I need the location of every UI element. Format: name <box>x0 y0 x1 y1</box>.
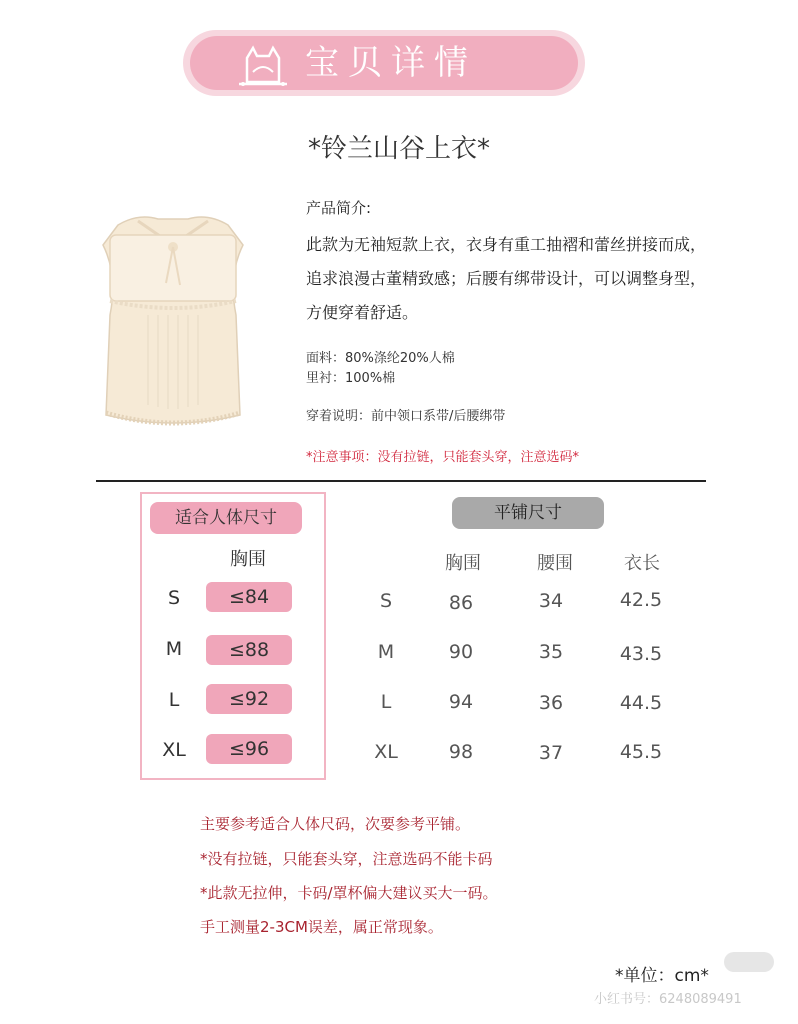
notice-text: *注意事项：没有拉链，只能套头穿，注意选码* <box>306 450 580 465</box>
intro-line: 追求浪漫古董精致感；后腰有绑带设计，可以调整身型， <box>306 269 707 288</box>
flat-cell: 42.5 <box>619 589 663 611</box>
note-line: 手工测量2-3CM误差，属正常现象。 <box>200 918 443 936</box>
flat-cell: 35 <box>538 641 564 663</box>
flat-column-header: 腰围 <box>537 553 573 574</box>
flat-cell: 94 <box>448 691 474 713</box>
bust-value: ≤88 <box>206 635 292 665</box>
size-label: XL <box>162 739 186 761</box>
flat-cell: 98 <box>448 741 474 763</box>
garment-image <box>78 205 268 437</box>
body-size-column-header: 胸围 <box>230 549 266 570</box>
note-line: 主要参考适合人体尺码，次要参考平铺。 <box>200 815 471 833</box>
flat-size-label: L <box>380 691 392 713</box>
intro-line: 方便穿着舒适。 <box>306 303 419 322</box>
flat-cell: 34 <box>538 590 564 612</box>
size-label: L <box>168 689 180 711</box>
unit-label: *单位：cm* <box>615 966 709 986</box>
size-label: M <box>165 638 183 660</box>
flat-size-label: M <box>377 641 395 663</box>
flat-cell: 90 <box>448 641 474 663</box>
cat-logo-icon <box>233 38 293 90</box>
watermark-text: 小红书号：6248089491 <box>594 992 742 1007</box>
flat-cell: 45.5 <box>619 741 663 763</box>
bust-value: ≤96 <box>206 734 292 764</box>
bust-value: ≤92 <box>206 684 292 714</box>
intro-label: 产品简介: <box>306 199 372 217</box>
fabric-info: 面料：80%涤纶20%人棉 <box>306 351 455 366</box>
note-line: *此款无拉伸，卡码/罩杯偏大建议买大一码。 <box>200 884 498 902</box>
flat-column-header: 胸围 <box>445 553 481 574</box>
lining-info: 里衬：100%棉 <box>306 371 396 386</box>
flat-cell: 44.5 <box>619 692 663 714</box>
size-label: S <box>167 587 181 609</box>
page-title: 宝贝详情 <box>305 43 477 83</box>
flat-size-title: 平铺尺寸 <box>452 497 604 529</box>
flat-cell: 37 <box>538 742 564 764</box>
watermark-logo <box>724 952 774 972</box>
flat-cell: 86 <box>448 592 474 614</box>
flat-size-label: S <box>379 590 393 612</box>
wearing-info: 穿着说明：前中领口系带/后腰绑带 <box>306 409 506 424</box>
note-line: *没有拉链，只能套头穿，注意选码不能卡码 <box>200 850 493 868</box>
flat-size-label: XL <box>374 741 398 763</box>
flat-cell: 43.5 <box>619 643 663 665</box>
flat-cell: 36 <box>538 692 564 714</box>
intro-line: 此款为无袖短款上衣，衣身有重工抽褶和蕾丝拼接而成， <box>306 235 707 254</box>
product-title: *铃兰山谷上衣* <box>307 134 490 164</box>
bust-value: ≤84 <box>206 582 292 612</box>
body-size-title: 适合人体尺寸 <box>150 502 302 534</box>
flat-column-header: 衣长 <box>624 553 660 574</box>
divider <box>96 480 706 482</box>
